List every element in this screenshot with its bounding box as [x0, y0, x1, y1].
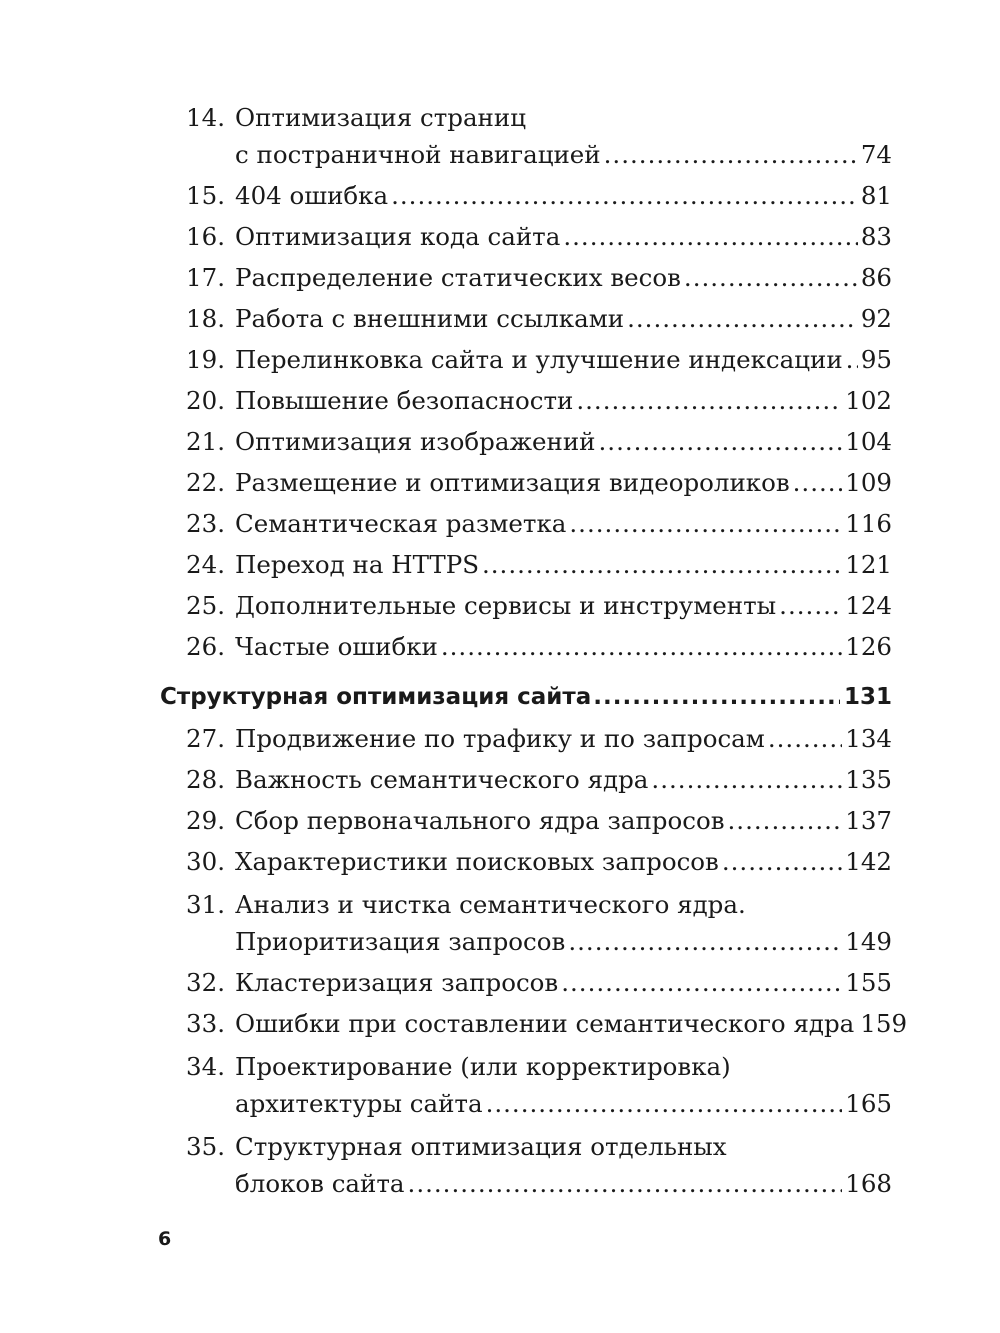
toc-entry[interactable] [160, 462, 892, 503]
toc-entry[interactable] [160, 298, 892, 339]
entry-title: Кластеризация запросов [235, 968, 559, 997]
entry-body [235, 421, 892, 462]
entry-title: Сбор первоначального ядра запросов [235, 806, 725, 835]
entry-number: 15. [186, 181, 225, 210]
entry-body [235, 339, 892, 380]
entry-body [235, 800, 892, 841]
entry-line [235, 298, 892, 339]
entry-page: 74 [860, 140, 892, 169]
entry-line [235, 585, 892, 626]
entry-title: с постраничной навигацией [235, 140, 601, 169]
entry-number: 29. [186, 806, 225, 835]
entry-number: 24. [186, 550, 225, 579]
entry-title: Характеристики поисковых запросов [235, 847, 719, 876]
entry-line [235, 800, 892, 841]
entry-title: Оптимизация кода сайта [235, 222, 561, 251]
table-of-contents [160, 95, 908, 1204]
entry-line [235, 462, 892, 503]
dot-leader [482, 544, 842, 585]
entry-line [235, 759, 892, 800]
entry-page: 121 [845, 550, 892, 579]
entry-page: 155 [845, 968, 892, 997]
entry-title: Структурная оптимизация отдельных [235, 1132, 727, 1161]
entry-body [235, 380, 892, 421]
entry-title: Приоритизация запросов [235, 927, 566, 956]
entry-title: блоков сайта [235, 1169, 405, 1198]
entry-line [235, 216, 892, 257]
entry-number: 28. [186, 765, 225, 794]
entry-page: 134 [845, 724, 892, 753]
toc-entry[interactable] [160, 585, 892, 626]
entry-line [235, 421, 892, 462]
entry-line [235, 962, 892, 1003]
entry-body [235, 544, 892, 585]
entry-title: Оптимизация изображений [235, 427, 596, 456]
toc-entry[interactable] [160, 800, 892, 841]
entry-page: 168 [845, 1169, 892, 1198]
section-page: 131 [843, 684, 892, 710]
entry-page: 81 [860, 181, 892, 210]
entry-page: 83 [860, 222, 892, 251]
toc-entry[interactable] [160, 841, 892, 882]
entry-number: 27. [186, 724, 225, 753]
section-title: Структурная оптимизация сайта [160, 684, 592, 710]
toc-entry[interactable] [160, 544, 892, 585]
entry-title: Дополнительные сервисы и инструменты [235, 591, 777, 620]
entry-body [235, 585, 892, 626]
page-number: 6 [158, 1228, 172, 1250]
entry-number: 16. [186, 222, 225, 251]
entry-body [235, 298, 892, 339]
entry-line [235, 1085, 892, 1122]
entry-number: 32. [186, 968, 225, 997]
entry-title: Анализ и чистка семантического ядра. [235, 890, 746, 919]
entry-title: 404 ошибка [235, 181, 389, 210]
entry-body [235, 1128, 892, 1202]
entry-body [235, 1003, 908, 1044]
entry-line [235, 339, 892, 380]
entry-number: 20. [186, 386, 225, 415]
entry-number: 17. [186, 263, 225, 292]
entry-body [235, 759, 892, 800]
toc-entry[interactable] [160, 503, 892, 544]
dot-leader [563, 216, 857, 257]
toc-section-heading[interactable] [160, 677, 892, 718]
entry-title: Переход на HTTPS [235, 550, 479, 579]
toc-entry[interactable] [160, 380, 892, 421]
toc-entry[interactable] [160, 962, 892, 1003]
toc-entry[interactable] [160, 257, 892, 298]
toc-entry[interactable] [160, 1044, 892, 1124]
entry-number: 35. [186, 1132, 225, 1161]
entry-line [235, 923, 892, 960]
entry-line [235, 99, 892, 136]
entry-page: 159 [860, 1009, 908, 1038]
entry-body [235, 886, 892, 960]
entry-body [235, 718, 892, 759]
entry-page: 142 [845, 847, 892, 876]
entry-line [235, 544, 892, 585]
entry-line [235, 257, 892, 298]
dot-leader [604, 136, 858, 173]
entry-line [235, 1165, 892, 1202]
dot-leader [768, 718, 842, 759]
entry-line [235, 1048, 892, 1085]
entry-title: Повышение безопасности [235, 386, 574, 415]
entry-number: 34. [186, 1052, 225, 1081]
entry-title: Размещение и оптимизация видеороликов [235, 468, 790, 497]
entry-number: 14. [186, 103, 225, 132]
dot-leader [793, 462, 843, 503]
entry-body [235, 962, 892, 1003]
entry-body [235, 462, 892, 503]
entry-line [235, 626, 892, 667]
entry-line [235, 1003, 908, 1044]
entry-page: 165 [845, 1089, 892, 1118]
toc-entry[interactable] [160, 1003, 908, 1044]
toc-entry[interactable] [160, 175, 892, 216]
entry-number: 25. [186, 591, 225, 620]
toc-entry[interactable] [160, 339, 892, 380]
entry-page: 95 [860, 345, 892, 374]
dot-leader [599, 421, 843, 462]
toc-entry[interactable] [160, 1124, 892, 1204]
dot-leader [569, 503, 842, 544]
dot-leader [846, 339, 858, 380]
dot-leader [593, 677, 840, 718]
entry-number: 23. [186, 509, 225, 538]
entry-title: Распределение статических весов [235, 263, 681, 292]
dot-leader [627, 298, 858, 339]
entry-number: 33. [186, 1009, 225, 1038]
entry-title: Перелинковка сайта и улучшение индексации [235, 345, 843, 374]
entry-title: Проектирование (или корректировка) [235, 1052, 731, 1081]
toc-entry[interactable] [160, 759, 892, 800]
entry-line [235, 136, 892, 173]
toc-entry[interactable] [160, 95, 892, 175]
entry-page: 137 [845, 806, 892, 835]
dot-leader [576, 380, 842, 421]
entry-number: 30. [186, 847, 225, 876]
entry-page: 126 [845, 632, 892, 661]
entry-body [235, 216, 892, 257]
dot-leader [391, 175, 858, 216]
entry-page: 104 [845, 427, 892, 456]
entry-title: архитектуры сайта [235, 1089, 483, 1118]
entry-line [235, 718, 892, 759]
entry-number: 21. [186, 427, 225, 456]
entry-number: 19. [186, 345, 225, 374]
toc-entry[interactable] [160, 216, 892, 257]
entry-title: Важность семантического ядра [235, 765, 649, 794]
entry-body [235, 841, 892, 882]
toc-entry[interactable] [160, 882, 892, 962]
entry-number: 31. [186, 890, 225, 919]
entry-line [235, 841, 892, 882]
entry-body [235, 257, 892, 298]
toc-entry[interactable] [160, 421, 892, 462]
dot-leader [486, 1085, 843, 1122]
entry-line [235, 503, 892, 544]
entry-body [235, 175, 892, 216]
entry-page: 149 [845, 927, 892, 956]
toc-group-a [160, 95, 892, 667]
dot-leader [684, 257, 858, 298]
dot-leader [651, 759, 842, 800]
dot-leader [722, 841, 842, 882]
entry-body [235, 1048, 892, 1122]
entry-page: 92 [860, 304, 892, 333]
dot-leader [441, 626, 842, 667]
entry-number: 22. [186, 468, 225, 497]
toc-entry[interactable] [160, 626, 892, 667]
entry-number: 18. [186, 304, 225, 333]
entry-page: 124 [845, 591, 892, 620]
entry-page: 86 [860, 263, 892, 292]
entry-page: 135 [845, 765, 892, 794]
toc-group-b [160, 718, 908, 1204]
entry-body [235, 503, 892, 544]
dot-leader [568, 923, 842, 960]
entry-line [235, 380, 892, 421]
entry-title: Ошибки при составлении семантического ядра [235, 1009, 855, 1038]
entry-title: Работа с внешними ссылками [235, 304, 625, 333]
entry-title: Семантическая разметка [235, 509, 567, 538]
entry-line [235, 175, 892, 216]
section-line [160, 677, 892, 718]
entry-body [235, 99, 892, 173]
toc-entry[interactable] [160, 718, 892, 759]
entry-page: 102 [845, 386, 892, 415]
dot-leader [408, 1165, 843, 1202]
entry-title: Продвижение по трафику и по запросам [235, 724, 765, 753]
entry-body [235, 626, 892, 667]
dot-leader [779, 585, 842, 626]
entry-page: 116 [845, 509, 892, 538]
entry-line [235, 1128, 892, 1165]
entry-title: Оптимизация страниц [235, 103, 526, 132]
dot-leader [728, 800, 843, 841]
entry-page: 109 [845, 468, 892, 497]
entry-number: 26. [186, 632, 225, 661]
entry-line [235, 886, 892, 923]
dot-leader [561, 962, 842, 1003]
entry-title: Частые ошибки [235, 632, 438, 661]
